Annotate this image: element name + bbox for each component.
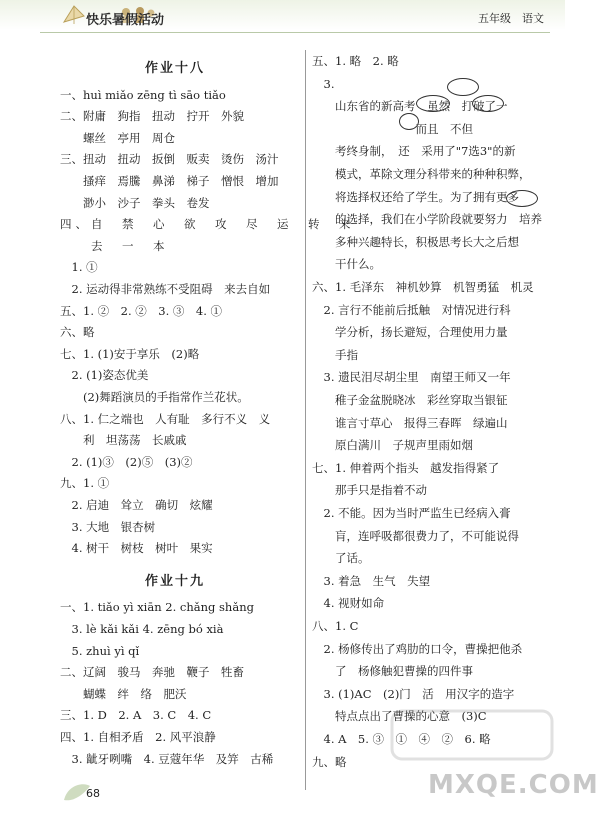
answer-line: 八、1. 仁之端也 人有耻 多行不义 义: [60, 411, 271, 426]
answer-line: 二、附庸 狗指 扭动 拧开 外貌: [60, 109, 244, 124]
answer-line: 3. lè kǎi kǎi 4. zēng bó xià: [60, 622, 224, 636]
circled-word-erqie: [416, 95, 450, 112]
answer-line: 的选择，我们在小学阶段就要努力 培养: [312, 212, 542, 227]
answer-line: 去 一 本: [60, 238, 169, 253]
answer-line: 山东省的新高考 虽然 打破了一: [312, 99, 508, 114]
answer-line: 3. 龇牙咧嘴 4. 豆蔻年华 及笄 古稀: [60, 751, 274, 766]
answer-line: 利 坦荡荡 长戚戚: [60, 433, 187, 448]
answer-line: 特点点出了曹操的心意 (3)C: [312, 709, 487, 724]
answer-line: 三、1. D 2. A 3. C 4. C: [60, 708, 212, 723]
kite-illustration-icon: [60, 4, 88, 26]
answer-line: 3. 大地 银杏树: [60, 519, 156, 534]
answer-line: 干什么。: [312, 257, 381, 272]
answer-line: 七、1. 伸着两个指头 越发指得紧了: [312, 460, 500, 475]
answer-line: 原白满川 子规声里雨如烟: [312, 438, 473, 453]
answer-line: 考终身制， 还 采用了"7选3"的新: [312, 144, 516, 159]
watermark-text: MXQE.COM: [428, 770, 599, 800]
answer-line: 3.: [312, 76, 335, 91]
answer-line: 九、略: [312, 754, 347, 769]
answer-line: 搔痒 焉騰 鼻涕 梯子 憎恨 增加: [60, 174, 279, 188]
answer-line: 五、1. ② 2. ② 3. ③ 4. ①: [60, 303, 223, 318]
grade-subject-label: 五年级 语文: [478, 12, 544, 25]
answer-line: 2. 运动得非常熟练不受阻碍 来去自如: [60, 282, 271, 296]
answer-line: 5. zhuì yì qǐ: [60, 643, 140, 658]
answer-line: 了话。: [312, 551, 370, 566]
answer-line: 将选择权还给了学生。为了拥有更多: [312, 189, 519, 204]
answer-line: 蝴蝶 绊 络 肥沃: [60, 686, 187, 701]
answer-line: 2. 不能。因为当时严监生已经病入膏: [312, 506, 511, 520]
answer-line: 2. (1)③ (2)⑤ (3)②: [60, 454, 193, 469]
answer-line: 五、1. 略 2. 略: [312, 54, 399, 68]
answer-line: 2. 言行不能前后抵触 对情况进行科: [312, 302, 511, 317]
answer-line: 稚子金盆脱晓冰 彩丝穿取当银钲: [312, 393, 508, 407]
answer-line: (2)舞蹈演员的手指常作兰花状。: [60, 390, 249, 404]
circled-word-hai: [399, 113, 419, 130]
answer-line: 3. 着急 生气 失望: [312, 573, 431, 588]
answer-line: 2. 启迪 耸立 确切 炫耀: [60, 498, 213, 512]
answer-line: 3. 遗民泪尽胡尘里 南望王师又一年: [312, 370, 511, 385]
answer-line: 手指: [312, 347, 358, 362]
answer-line: 一、huì miǎo zēng tì sāo tiǎo: [60, 87, 226, 102]
answer-line: 九、1. ①: [60, 476, 110, 491]
answer-line: 七、1. (1)安于享乐 (2)略: [60, 346, 200, 361]
circled-word-peiyang: [506, 190, 538, 207]
answer-line: 一、1. tiǎo yì xiān 2. chǎng shǎng: [60, 600, 254, 615]
answer-line: 渺小 沙子 拳头 卷发: [60, 195, 210, 210]
answer-line: 而且 不但: [312, 121, 473, 136]
page-number: 68: [86, 787, 100, 800]
watermark-stamp-icon: [388, 705, 558, 765]
answer-line: 了 杨修触犯曹操的四件事: [312, 664, 473, 679]
answer-line: 二、辽阔 骏马 奔驰 鞭子 牲畜: [60, 665, 244, 680]
column-divider: [305, 50, 306, 790]
answer-line: 那手只是指着不动: [312, 483, 427, 498]
answer-line: 螺丝 亭用 周仓: [60, 130, 175, 145]
section-title: 作业十九: [145, 573, 206, 589]
answer-line: 2. (1)姿态优美: [60, 368, 149, 383]
circled-word-budan: [472, 95, 504, 112]
answer-line: 模式，革除文理分科带来的种种积弊，: [312, 167, 531, 181]
answer-line: 4. 视财如命: [312, 596, 385, 611]
answer-line: 3. (1)AC (2)门 活 用汉字的造字: [312, 686, 515, 701]
answer-line: 四、自 禁 心 欲 攻 尽 运 转 来: [60, 217, 355, 232]
section-title: 作业十八: [145, 61, 206, 76]
answer-line: 四、1. 自相矛盾 2. 风平浪静: [60, 730, 216, 744]
header-rule: [40, 32, 550, 33]
workbook-brand: 快乐暑假活动: [86, 13, 165, 28]
answer-line: 八、1. C: [312, 619, 359, 633]
answer-line: 学分析，扬长避短，合理使用力量: [312, 325, 508, 340]
answer-line: 六、略: [60, 325, 95, 340]
answer-line: 1. ①: [60, 260, 98, 275]
answer-line: 4. A 5. ③ ① ④ ② 6. 略: [312, 732, 491, 746]
page-header: [0, 0, 565, 34]
answer-line: 谁言寸草心 报得三春晖 绿遍山: [312, 415, 508, 430]
answer-line: 2. 杨修传出了鸡肋的口令，曹操把他杀: [312, 641, 523, 656]
circled-word-suiran: [447, 78, 479, 96]
answer-line: 4. 树干 树枝 树叶 果实: [60, 541, 213, 556]
answer-line: 三、扭动 扭动 扳倒 贩卖 烫伤 汤汁: [60, 152, 279, 167]
answer-line: 多种兴趣特长，积极思考长大之后想: [312, 234, 519, 249]
answer-line: 肓，连呼吸都很费力了，不可能说得: [312, 528, 519, 543]
answer-line: 六、1. 毛泽东 神机妙算 机智勇猛 机灵: [312, 280, 534, 294]
